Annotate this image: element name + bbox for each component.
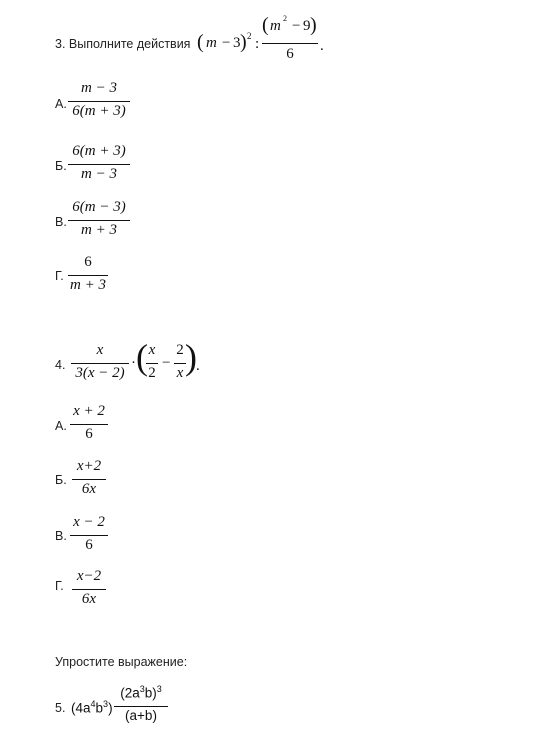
q3-option-a-letter: А. [55, 97, 67, 111]
q4-option-a-fraction: x + 2 6 [70, 403, 108, 447]
q3-label: 3. Выполните действия [55, 37, 191, 51]
q5-fraction: $(2a^3b)^3$ (a+b) [114, 684, 168, 730]
q3-exponent: 2 [247, 31, 252, 41]
q3-option-b-fraction: 6(m + 3) m − 3 [68, 143, 130, 187]
q5-label: 5. [55, 701, 66, 715]
q3-option-g-letter: Г. [55, 269, 64, 283]
q3-option-b-letter: Б. [55, 159, 67, 173]
q3-option-v-letter: В. [55, 215, 67, 229]
q4-option-b-fraction: x+2 6x [72, 458, 106, 502]
q3-option-v-fraction: 6(m − 3) m + 3 [68, 199, 130, 243]
q4-option-v-fraction: x − 2 6 [70, 514, 108, 558]
q4-option-a-letter: А. [55, 419, 67, 433]
q4-option-v-letter: В. [55, 529, 67, 543]
q4-option-b-letter: Б. [55, 473, 67, 487]
q5-coefficient: $(4a^4b^3)$ [71, 699, 113, 716]
simplify-heading: Упростите выражение: [55, 655, 188, 669]
q4-label: 4. [55, 358, 66, 372]
q4-option-g-fraction: x−2 6x [72, 568, 106, 612]
q3-divisor-fraction: ( m 2 − 9 ) 6 [262, 14, 317, 62]
q4-option-g-letter: Г. [55, 579, 64, 593]
q3-option-g-fraction: 6 m + 3 [68, 254, 108, 298]
q3-option-a-fraction: m − 3 6(m + 3) [68, 80, 130, 124]
